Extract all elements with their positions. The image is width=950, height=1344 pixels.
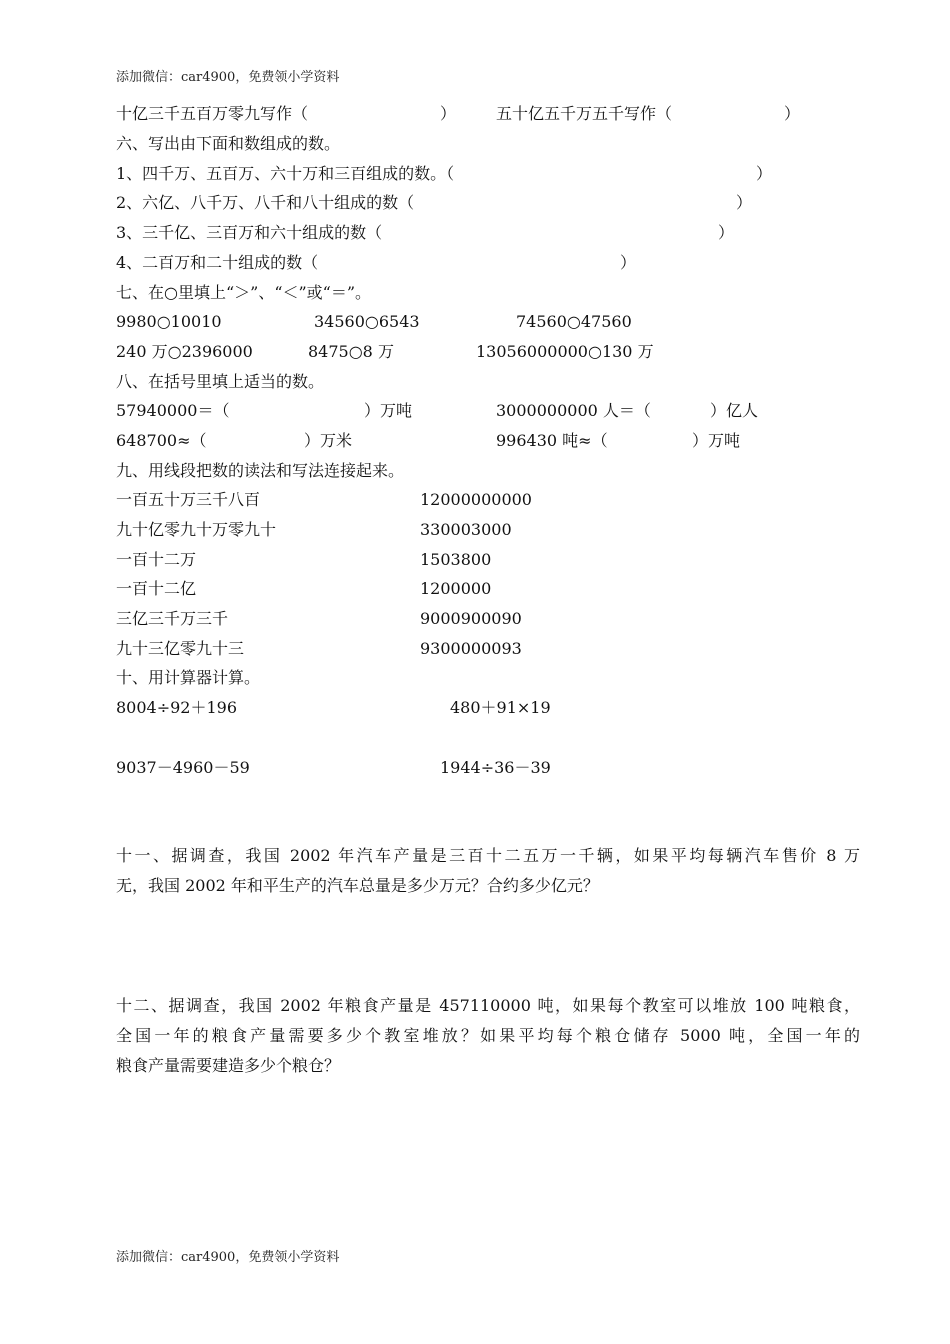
- section10-calc-1: 8004÷92＋196: [116, 698, 238, 717]
- section9-number-5: 9000900090: [420, 609, 522, 628]
- section8-item-2-post: ）亿人: [710, 401, 759, 420]
- section8-item-4-post: ）万吨: [692, 431, 741, 450]
- section9-reading-4: 一百十二亿: [116, 579, 197, 598]
- section10-title: 十、用计算器计算。: [116, 668, 261, 687]
- section11-line-2: 无，我国 2002 年和平生产的汽车总量是多少万元？合约多少亿元？: [116, 876, 599, 895]
- section9-number-3: 1503800: [420, 550, 492, 569]
- section10-calc-3: 9037－4960－59: [116, 758, 250, 777]
- section9-number-2: 330003000: [420, 520, 512, 539]
- section11-line-1: 十一、据调查，我国 2002 年汽车产量是三百十二五万一千辆，如果平均每辆汽车售价 8 万: [116, 846, 860, 865]
- section6-item-3: 3、三千亿、三百万和六十组成的数（: [116, 223, 383, 242]
- section6-item-2-close: ）: [736, 193, 753, 212]
- section8-item-1-post: ）万吨: [364, 401, 413, 420]
- section7-compare-4: 240 万○2396000: [116, 342, 253, 361]
- section9-number-4: 1200000: [420, 579, 492, 598]
- write-item-1-close: ）: [440, 104, 457, 123]
- section9-title: 九、用线段把数的读法和写法连接起来。: [116, 461, 405, 480]
- section12-line-3: 粮食产量需要建造多少个粮仓？: [116, 1056, 341, 1075]
- section9-reading-5: 三亿三千万三千: [116, 609, 229, 628]
- section9-reading-6: 九十三亿零九十三: [116, 639, 245, 658]
- section12-line-2: 全国一年的粮食产量需要多少个教室堆放？如果平均每个粮仓储存 5000 吨，全国一年的: [116, 1026, 860, 1045]
- section6-item-2: 2、六亿、八千万、八千和八十组成的数（: [116, 193, 415, 212]
- section7-compare-6: 13056000000○130 万: [476, 342, 654, 361]
- section11-problem: [116, 841, 860, 901]
- write-item-2: 五十亿五千万五千写作（: [496, 104, 673, 123]
- page-header-note: 添加微信：car4900，免费领小学资料: [116, 70, 340, 85]
- section9-number-1: 12000000000: [420, 490, 532, 509]
- section9-reading-1: 一百五十万三千八百: [116, 490, 261, 509]
- write-item-2-close: ）: [784, 104, 801, 123]
- section7-compare-3: 74560○47560: [516, 312, 632, 331]
- section7-title: 七、在○里填上“＞”、“＜”或“＝”。: [116, 283, 372, 302]
- section12-problem: [116, 991, 860, 1081]
- page-footer-note: 添加微信：car4900，免费领小学资料: [116, 1250, 340, 1265]
- section12-line-1: 十二、据调查，我国 2002 年粮食产量是 457110000 吨，如果每个教室可以堆放 100 吨粮食，: [116, 996, 860, 1015]
- section6-title: 六、写出由下面和数组成的数。: [116, 134, 341, 153]
- section8-item-3: 648700≈（: [116, 431, 207, 450]
- section8-title: 八、在括号里填上适当的数。: [116, 372, 325, 391]
- write-item-1: 十亿三千五百万零九写作（: [116, 104, 309, 123]
- section8-item-4: 996430 吨≈（: [496, 431, 608, 450]
- section6-item-1: 1、四千万、五百万、六十万和三百组成的数。（: [116, 164, 455, 183]
- section6-item-4: 4、二百万和二十组成的数（: [116, 253, 319, 272]
- section8-item-2: 3000000000 人＝（: [496, 401, 651, 420]
- section10-calc-4: 1944÷36－39: [440, 758, 551, 777]
- section6-item-1-close: ）: [756, 164, 773, 183]
- section7-compare-5: 8475○8 万: [308, 342, 394, 361]
- section10-calc-2: 480＋91×19: [450, 698, 551, 717]
- section6-item-3-close: ）: [718, 223, 735, 242]
- section9-reading-2: 九十亿零九十万零九十: [116, 520, 277, 539]
- section8-item-3-post: ）万米: [304, 431, 353, 450]
- section9-reading-3: 一百十二万: [116, 550, 197, 569]
- section8-item-1: 57940000＝（: [116, 401, 230, 420]
- section7-compare-2: 34560○6543: [314, 312, 420, 331]
- section9-number-6: 9300000093: [420, 639, 522, 658]
- section6-item-4-close: ）: [620, 253, 637, 272]
- section7-compare-1: 9980○10010: [116, 312, 222, 331]
